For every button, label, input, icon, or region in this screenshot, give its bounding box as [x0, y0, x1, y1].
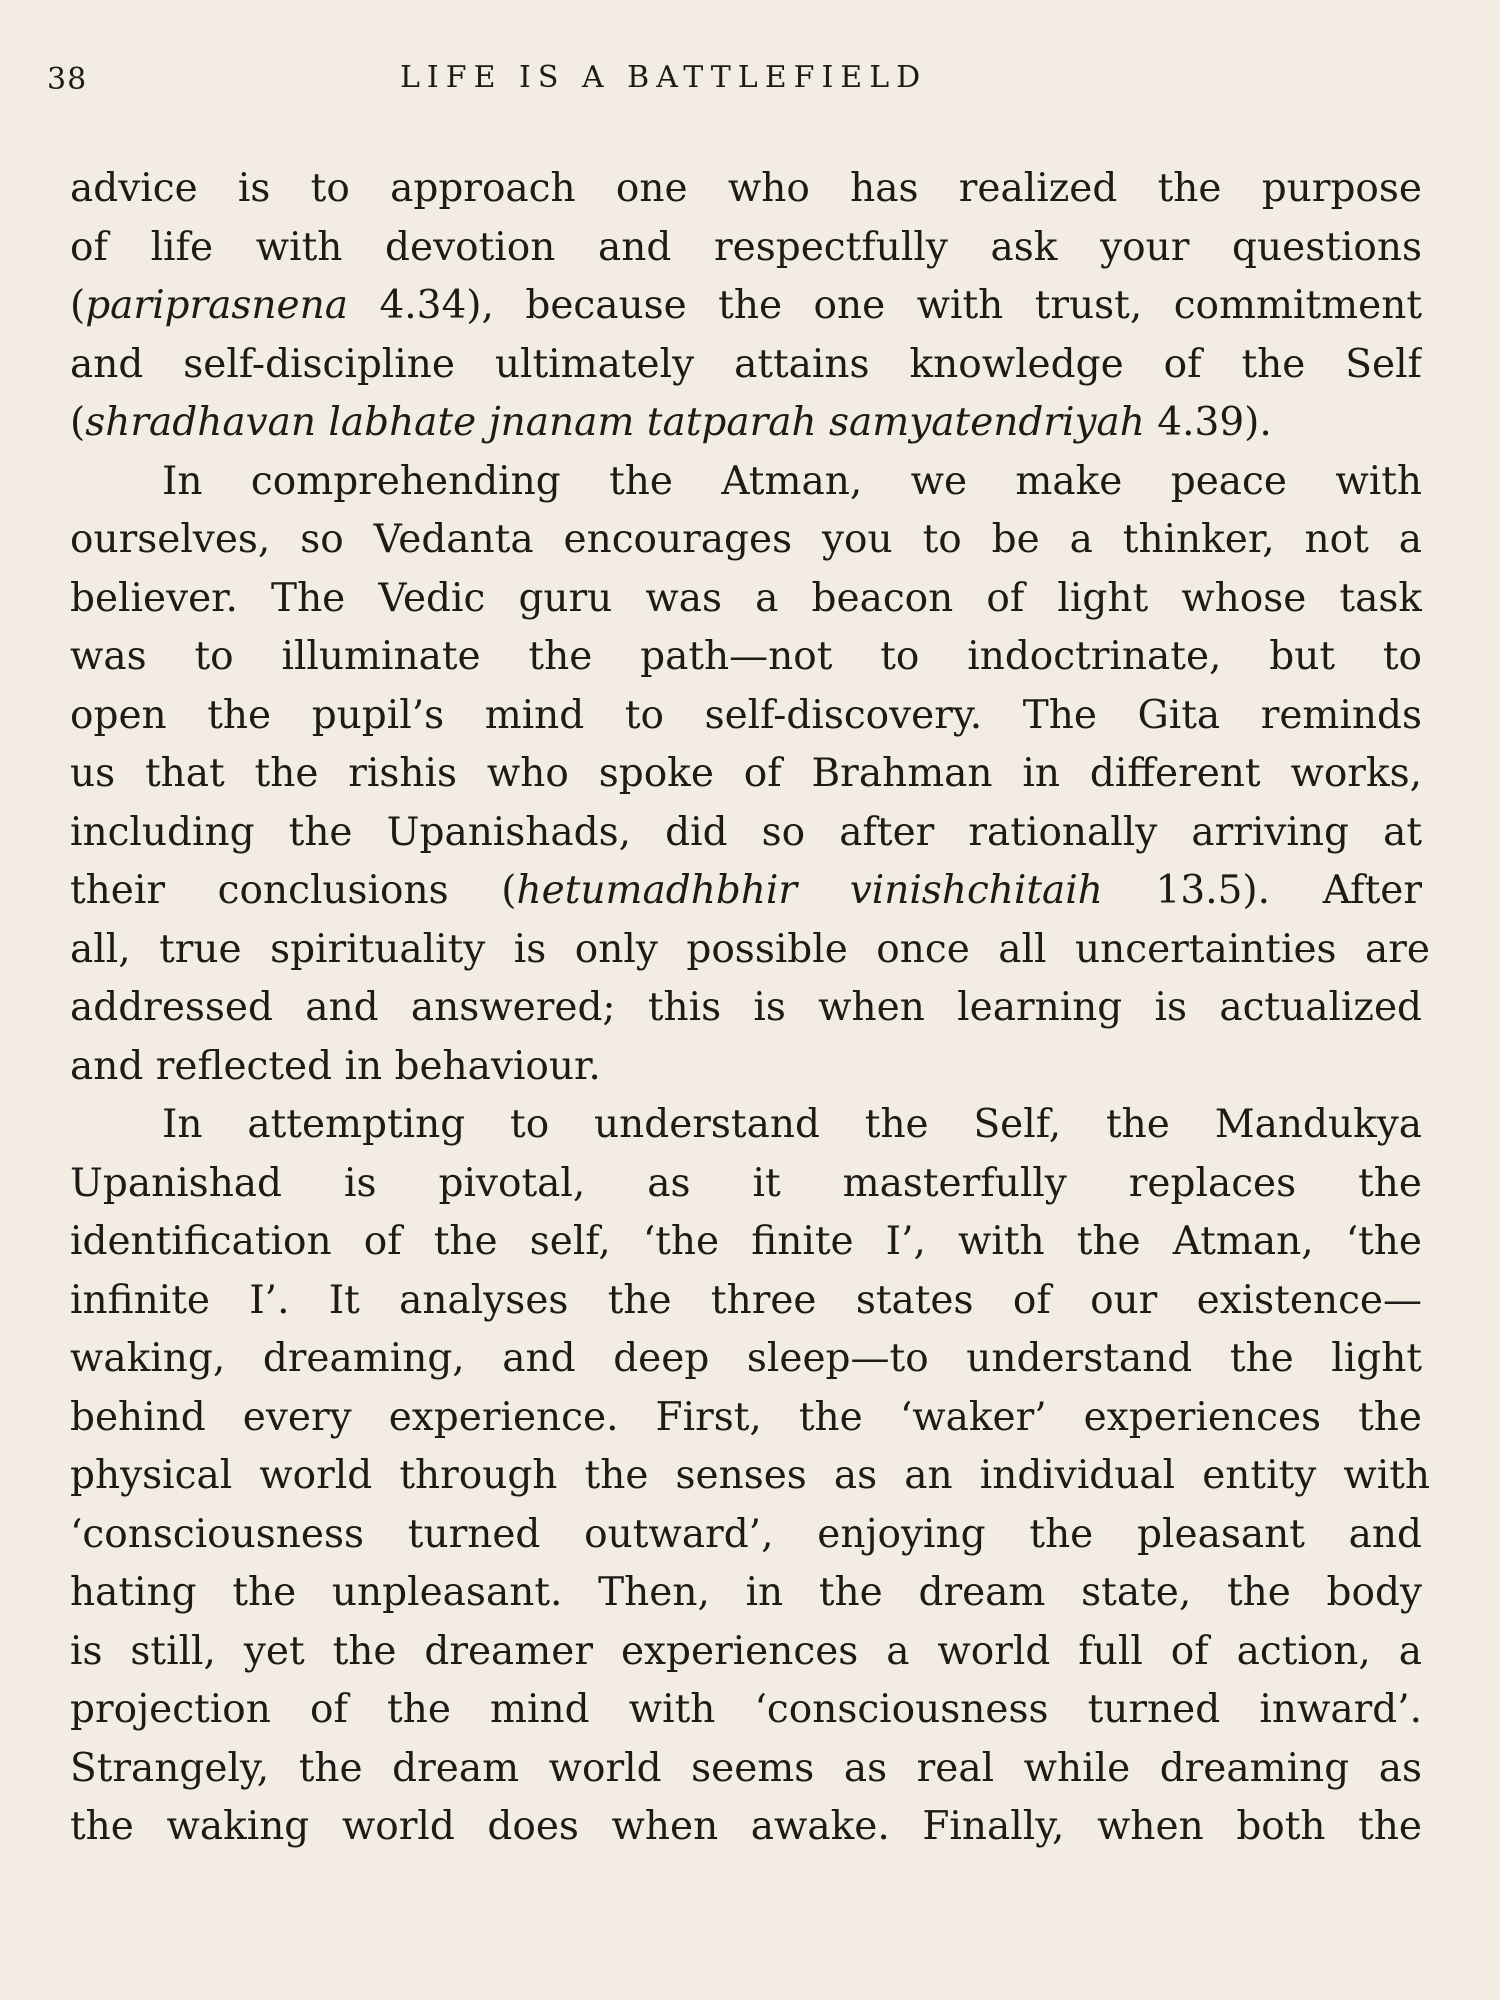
text-line: behind every experience. First, the ‘waker’ experiences the	[70, 1394, 1422, 1440]
text-line: us that the rishis who spoke of Brahman in different works,	[70, 751, 1422, 796]
page-number: 38	[47, 62, 88, 97]
text-line: was to illuminate the path—not to indoctrinate, but to	[70, 634, 1422, 679]
running-head: LIFE IS A BATTLEFIELD	[400, 60, 928, 95]
text-line: Upanishad is pivotal, as it masterfully replaces the	[70, 1160, 1422, 1206]
body-text	[70, 160, 1430, 1857]
text-line: waking, dreaming, and deep sleep—to understand the light	[70, 1336, 1422, 1381]
text-line: all, true spirituality is only possible once all uncertainties are	[70, 926, 1430, 972]
text-line: the waking world does when awake. Finally, when both the	[70, 1804, 1422, 1849]
text-line: physical world through the senses as an individual entity with	[70, 1453, 1430, 1498]
text-line: (shradhavan labhate jnanam tatparah samyatendriyah 4.39).	[70, 400, 1272, 445]
italic-term: hetumadhbhir vinishchitaih	[516, 868, 1103, 913]
text-line: advice is to approach one who has realized the purpose	[70, 166, 1422, 211]
text-line: ‘consciousness turned outward’, enjoying the pleasant and	[70, 1511, 1422, 1557]
text-line: open the pupil’s mind to self-discovery. The Gita reminds	[70, 692, 1422, 738]
text-line: (pariprasnena 4.34), because the one with trust, commitment	[70, 283, 1422, 328]
text-line: is still, yet the dreamer experiences a world full of action, a	[70, 1628, 1422, 1674]
text-line: and self-discipline ultimately attains knowledge of the Self	[70, 341, 1422, 387]
text-line: of life with devotion and respectfully ask your questions	[70, 224, 1422, 270]
text-line: including the Upanishads, did so after rationally arriving at	[70, 809, 1422, 855]
text-line: ourselves, so Vedanta encourages you to be a thinker, not a	[70, 517, 1422, 562]
text-line: their conclusions (hetumadhbhir vinishchitaih 13.5). After	[70, 868, 1422, 913]
italic-term: shradhavan labhate jnanam tatparah samyatendriyah	[85, 400, 1145, 445]
italic-term: pariprasnena	[85, 283, 348, 328]
text-line: In comprehending the Atman, we make peace with	[162, 458, 1422, 504]
text-line: and reflected in behaviour.	[70, 1043, 601, 1089]
text-line: believer. The Vedic guru was a beacon of light whose task	[70, 575, 1422, 621]
text-line: Strangely, the dream world seems as real while dreaming as	[70, 1745, 1422, 1791]
text-line: hating the unpleasant. Then, in the dream state, the body	[70, 1570, 1422, 1615]
text-line: projection of the mind with ‘consciousness turned inward’.	[70, 1687, 1422, 1732]
text-line: addressed and answered; this is when learning is actualized	[70, 985, 1422, 1030]
text-line: In attempting to understand the Self, the Mandukya	[162, 1102, 1422, 1147]
text-line: infinite I’. It analyses the three states of our existence—	[70, 1277, 1422, 1323]
text-line: identification of the self, ‘the finite I’, with the Atman, ‘the	[70, 1219, 1422, 1264]
